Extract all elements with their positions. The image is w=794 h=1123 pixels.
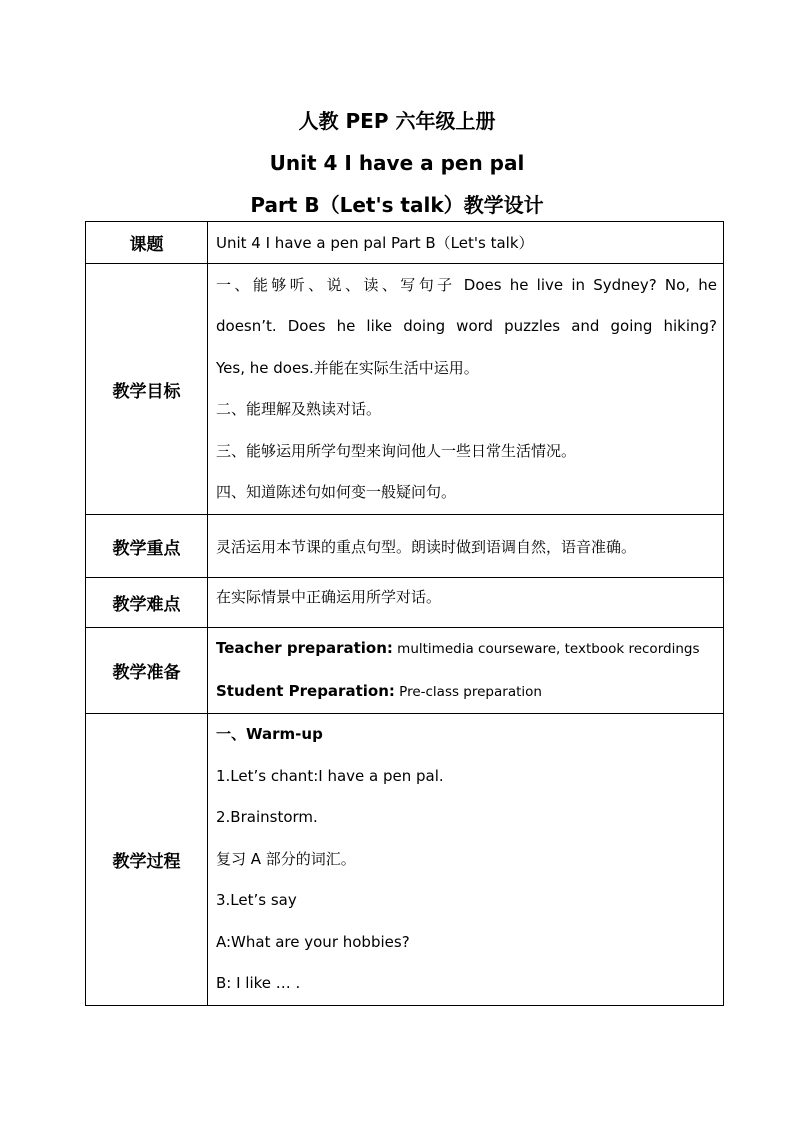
process-label: 教学过程 — [86, 714, 208, 1006]
preparation-label: 教学准备 — [86, 628, 208, 714]
teacher-preparation-label: Teacher preparation: — [216, 639, 393, 657]
objectives-label: 教学目标 — [86, 264, 208, 515]
objectives-row — [86, 264, 724, 515]
teacher-preparation — [216, 628, 717, 671]
process-line: 1.Let’s chant:I have a pen pal. — [216, 766, 444, 785]
process-line: 2.Brainstorm. — [216, 808, 318, 826]
objectives-content — [208, 264, 724, 515]
objective-line: 一、能够听、说、读、写句子 Does he live in Sydney? No, he — [216, 275, 717, 294]
objective-line: doesn’t. Does he like doing word puzzles and going hiking? — [216, 317, 717, 335]
process-row — [86, 714, 724, 1006]
objective-line: Yes, he does.并能在实际生活中运用。 — [216, 358, 479, 377]
topic-value: Unit 4 I have a pen pal Part B（Let's talk） — [208, 222, 724, 264]
difficulties-label: 教学难点 — [86, 578, 208, 628]
process-line: B: I like … . — [216, 974, 301, 992]
student-preparation — [216, 671, 717, 714]
warm-up-heading: 一、Warm-up — [216, 725, 323, 743]
grade-title: 人教 PEP 六年级上册 — [298, 109, 496, 133]
process-line: 复习 A 部分的词汇。 — [216, 849, 356, 868]
process-content — [208, 714, 724, 1006]
student-preparation-value: Pre-class preparation — [394, 683, 542, 700]
process-line: 3.Let’s say — [216, 891, 297, 909]
difficulties-row — [86, 578, 724, 628]
objective-line: 四、知道陈述句如何变一般疑问句。 — [216, 483, 457, 501]
key-points-row — [86, 515, 724, 578]
process-line: A:What are your hobbies? — [216, 932, 410, 951]
unit-title: Unit 4 I have a pen pal — [269, 151, 525, 175]
difficulties-value: 在实际情景中正确运用所学对话。 — [208, 578, 724, 628]
student-preparation-label: Student Preparation: — [216, 681, 395, 700]
part-title: Part B（Let's talk）教学设计 — [250, 193, 544, 217]
preparation-row — [86, 628, 724, 714]
topic-label: 课题 — [86, 222, 208, 264]
topic-row — [86, 222, 724, 264]
key-points-label: 教学重点 — [86, 515, 208, 578]
preparation-content — [208, 628, 724, 714]
key-points-value: 灵活运用本节课的重点句型。朗读时做到语调自然，语音准确。 — [208, 515, 724, 578]
document-title-block — [0, 100, 794, 226]
lesson-plan-table — [85, 221, 724, 1006]
teacher-preparation-value: multimedia courseware, textbook recordings — [392, 641, 700, 657]
objective-line: 二、能理解及熟读对话。 — [216, 400, 382, 418]
objective-line: 三、能够运用所学句型来询问他人一些日常生活情况。 — [216, 441, 577, 460]
